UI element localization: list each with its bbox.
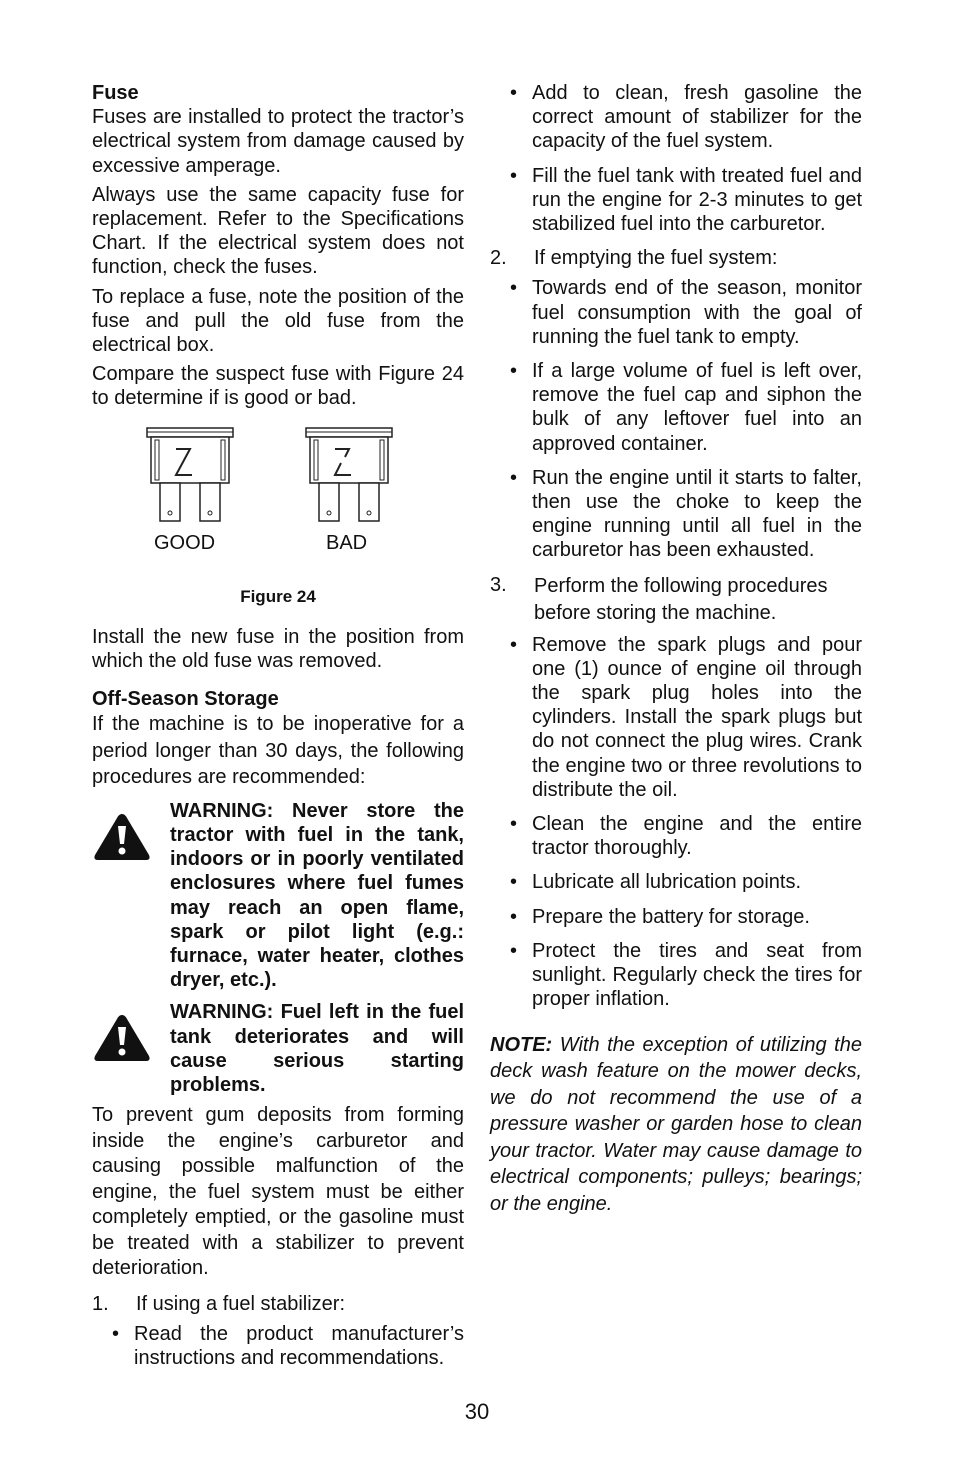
list-item: • Remove the spark plugs and pour one (1) ounce of engine oil through the spark plug holes into the cylinders. Install the spark plugs but do not connect the plug wires. Crank the engine two or three revolutions to distribute the oil. [510, 633, 862, 801]
warning-text-2: WARNING: Fuel left in the fuel tank deteriorates and will cause serious starting problems. [170, 1001, 464, 1096]
storage-heading: Off-Season Storage [92, 688, 279, 711]
step-1-number: 1. [92, 1292, 109, 1315]
list-item: • Run the engine until it starts to falter, then use the choke to keep the engine running until all fuel in the carburetor has been exhausted. [510, 466, 862, 562]
warning-text-1: WARNING: Never store the tractor with fuel in the tank, indoors or in poorly ventilated enclosures where fuel fumes may reach an open flame, spark or pilot light (e.g.: furnace, water heater, clothes dryer, etc.). [170, 799, 464, 992]
fuse-paragraph-2: Always use the same capacity fuse for replacement. Refer to the Specifications Chart. If the electrical system does not function, check the fuses. [92, 183, 464, 279]
list-item: • Prepare the battery for storage. [510, 905, 810, 928]
note-text: With the exception of utilizing the deck wash feature on the mower decks, we do not recommend the use of a pressure washer or garden hose to clean your tractor. Water may cause damage to electrical components; pulleys; bearings; or the engine. [490, 1033, 862, 1215]
step-3-bullets [490, 633, 862, 1012]
list-item: • Fill the fuel tank with treated fuel and run the engine for 2-3 minutes to get stabilized fuel into the carburetor. [510, 164, 862, 236]
step-3 [490, 573, 862, 627]
step-2 [490, 246, 862, 270]
figure-caption: Figure 24 [240, 586, 316, 606]
warning-block-2 [92, 1000, 464, 1097]
note-label: NOTE: [490, 1033, 553, 1056]
good-label: GOOD [154, 531, 216, 554]
storage-intro: If the machine is to be inoperative for a period longer than 30 days, the following procedures are recommended: [92, 713, 464, 789]
fuse-paragraph-5: Install the new fuse in the position from which the old fuse was removed. [92, 625, 464, 672]
list-item: • Clean the engine and the entire tractor thoroughly. [510, 813, 862, 860]
list-item: • If a large volume of fuel is left over, remove the fuel cap and siphon the bulk of any leftover fuel into an approved container. [510, 360, 862, 455]
step-1 [92, 1292, 464, 1316]
step-2-number: 2. [490, 247, 507, 270]
step-2-text: If emptying the fuel system: [534, 247, 778, 270]
step-3-text: Perform the following procedures before storing the machine. [534, 574, 828, 624]
good-fuse-icon [146, 427, 236, 523]
warning-triangle-icon [92, 811, 152, 863]
note-paragraph [490, 1032, 862, 1218]
step-1-bullets [92, 1322, 464, 1370]
step-1-bullets-continued [490, 81, 862, 236]
bad-label: BAD [326, 531, 368, 554]
fuse-paragraph-3: To replace a fuse, note the position of the fuse and pull the old fuse from the electrical box. [92, 285, 464, 357]
fuse-paragraph-4: Compare the suspect fuse with Figure 24 to determine if is good or bad. [92, 363, 464, 410]
warning-triangle-icon [92, 1012, 152, 1064]
list-item: • Towards end of the season, monitor fuel consumption with the goal of running the fuel tank to empty. [510, 277, 862, 348]
figure-24 [92, 427, 464, 615]
warning-block-1 [92, 799, 464, 993]
step-1-text: If using a fuel stabilizer: [136, 1292, 345, 1315]
list-item: • Lubricate all lubrication points. [510, 871, 802, 894]
fuse-heading: Fuse [92, 82, 139, 104]
page-number: 30 [464, 1399, 490, 1424]
step-3-number: 3. [490, 573, 507, 596]
list-item: • Protect the tires and seat from sunlight. Regularly check the tires for proper inflation. [510, 939, 862, 1011]
step-2-bullets [490, 276, 862, 562]
gum-paragraph: To prevent gum deposits from forming inside the engine’s carburetor and causing possible malfunction of the engine, the fuel system must be either completely emptied, or the gasoline must be treated with a stabilizer to prevent deterioration. [92, 1104, 464, 1280]
right-column [490, 81, 862, 1217]
list-item: • Add to clean, fresh gasoline the correct amount of stabilizer for the capacity of the fuel system. [510, 82, 862, 153]
left-column [92, 81, 464, 1380]
fuse-paragraph-1: Fuses are installed to protect the tractor’s electrical system from damage caused by excessive amperage. [92, 106, 464, 177]
bad-fuse-icon [305, 427, 395, 523]
list-item: • Read the product manufacturer’s instructions and recommendations. [112, 1322, 464, 1370]
